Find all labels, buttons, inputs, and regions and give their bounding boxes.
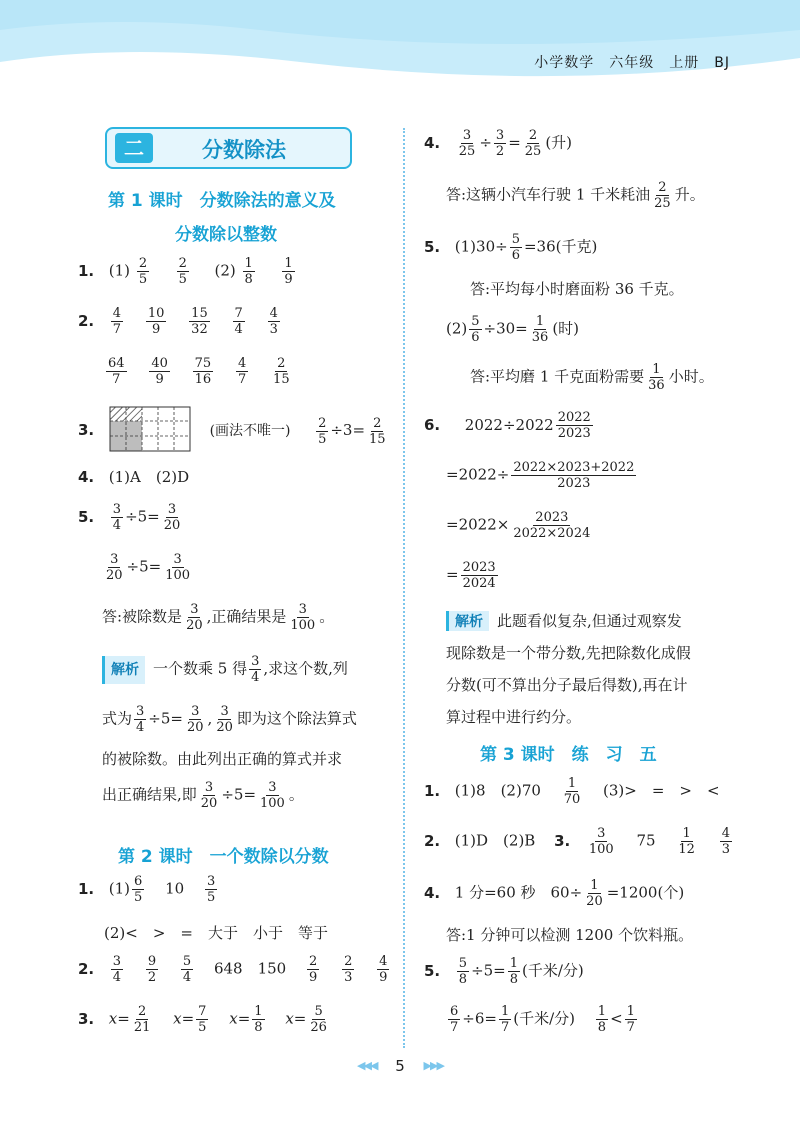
q-number: 3.: [78, 1009, 95, 1028]
fraction: $\frac{5}{4}$: [182, 954, 192, 985]
answer-text: (1)30÷: [454, 237, 508, 256]
unit-text: (千米/分): [513, 1009, 576, 1028]
l1-analysis-line1: [102, 654, 348, 685]
variable-eq: x=: [229, 1009, 251, 1028]
q-number: 4.: [78, 468, 95, 486]
r-question-5-part1: [424, 232, 597, 263]
q-number: 3.: [554, 831, 571, 850]
fraction: $\frac{3}{100}$: [290, 602, 316, 633]
fraction: $\frac{2}{15}$: [273, 356, 290, 387]
answer-text: 答:这辆小汽车行驶 1 千米耗油: [446, 185, 651, 204]
page-footer: [0, 1056, 800, 1075]
analysis-text: 此题看似复杂,但通过观察发: [497, 612, 682, 630]
variable-eq: x=: [173, 1009, 195, 1028]
fraction: $\frac{3}{4}$: [136, 704, 145, 735]
fraction: $\frac{40}{9}$: [151, 356, 168, 387]
q-number: 5.: [424, 961, 441, 980]
q-number: 4.: [424, 883, 441, 902]
l1-question-4: [78, 466, 189, 487]
r-analysis-line4: 算过程中进行约分。: [446, 708, 582, 726]
answer-text: 。: [319, 607, 335, 626]
r-question-6-line1: [424, 410, 595, 441]
right-arrows-icon: ▶▶▶: [423, 1059, 443, 1072]
fraction: $\frac{3}{100}$: [165, 552, 191, 583]
l1-analysis-line4: [102, 780, 304, 811]
diagram-note: (画法不唯一): [209, 423, 291, 439]
l3-question-2: [424, 826, 734, 857]
chapter-badge: 二: [115, 133, 153, 163]
fraction: $\frac{1}{12}$: [678, 826, 695, 857]
part-label: (2): [214, 261, 236, 280]
r-question-6-line4: [446, 560, 500, 591]
q-number: 3.: [78, 421, 95, 439]
analysis-text: ,求这个数,列: [263, 659, 348, 678]
fraction: $\frac{2}{5}$: [138, 256, 148, 287]
lesson-1-title-line2: 分数除以整数: [175, 225, 277, 245]
fraction: $\frac{3}{25}$: [458, 128, 476, 159]
l3-question-4: [424, 878, 684, 909]
column-divider: [403, 128, 405, 1048]
fraction: $\frac{3}{100}$: [588, 826, 614, 857]
operator-text: ÷5=: [471, 961, 506, 980]
l1-question-2-row2: [104, 356, 294, 387]
operator-text: =: [508, 133, 521, 152]
part-label: (1): [108, 261, 131, 280]
math-text: =2022×: [446, 515, 510, 534]
lesson-3-title: 第 3 课时 练 习 五: [480, 745, 657, 765]
fraction: $\frac{2}{21}$: [133, 1004, 151, 1035]
fraction: $\frac{2023}{2024}$: [462, 560, 496, 591]
q-number: 1.: [78, 261, 95, 280]
q-number: 5.: [78, 507, 95, 526]
fraction: $\frac{6}{5}$: [134, 874, 143, 905]
l2-question-1-part2: (2)< > = 大于 小于 等于: [104, 924, 328, 942]
r-question-4: [424, 128, 572, 159]
operator-text: ÷5=: [221, 785, 257, 804]
chapter-heading: [105, 127, 352, 169]
fraction: $\frac{3}{100}$: [260, 780, 285, 811]
math-text: =2022÷: [446, 465, 510, 484]
answer-text: 小时。: [668, 367, 714, 386]
fraction: $\frac{3}{20}$: [186, 602, 203, 633]
fraction: $\frac{5}{26}$: [310, 1004, 327, 1035]
l1-question-2-row1: [78, 306, 282, 337]
analysis-text: 一个数乘 5 得: [153, 659, 248, 678]
answer-text: 升。: [674, 185, 705, 204]
math-text: 2022÷2022: [464, 415, 554, 434]
answer-text: =1200(个): [606, 883, 685, 902]
q-number: 1.: [78, 879, 95, 898]
answer-text: 1 分=60 秒 60÷: [454, 883, 583, 902]
l1-question-3: [78, 406, 390, 456]
r-question-5-part2: [446, 314, 579, 345]
l2-question-3: [78, 1004, 331, 1035]
fraction: $\frac{7}{5}$: [198, 1004, 207, 1035]
analysis-text: 。: [288, 785, 304, 804]
answer-text: 10: [165, 879, 185, 898]
fraction: $\frac{1}{7}$: [626, 1004, 635, 1035]
lesson-2-title: 第 2 课时 一个数除以分数: [118, 847, 329, 867]
fraction: $\frac{1}{9}$: [284, 256, 293, 287]
fraction: $\frac{10}{9}$: [147, 306, 165, 337]
answer-text: =36(千克): [523, 237, 598, 256]
fraction: $\frac{3}{5}$: [206, 874, 216, 905]
fraction: $\frac{2}{9}$: [309, 954, 318, 985]
fraction: $\frac{5}{6}$: [511, 232, 520, 263]
analysis-text: 出正确结果,即: [102, 785, 197, 804]
lesson-1-title-line1: 第 1 课时 分数除法的意义及: [108, 191, 336, 211]
fraction-diagram: [109, 406, 191, 456]
answer-text: (2): [446, 319, 468, 338]
fraction: $\frac{1}{8}$: [509, 956, 519, 987]
answer-text: (3)> = > <: [603, 781, 720, 800]
fraction: $\frac{4}{3}$: [269, 306, 278, 337]
l3-question-1: [424, 776, 720, 807]
r-question-5-answer1: 答:平均每小时磨面粉 36 千克。: [470, 280, 684, 298]
part-label: (1): [108, 879, 131, 898]
answer-text: 答:被除数是: [102, 607, 183, 626]
q-number: 2.: [78, 311, 95, 330]
page-number: 5: [395, 1056, 405, 1075]
q-number: 4.: [424, 133, 441, 152]
fraction: $\frac{4}{7}$: [237, 356, 247, 387]
fraction: $\frac{75}{16}$: [194, 356, 212, 387]
r-analysis-line3: 分数(可不算出分子最后得数),再在计: [446, 676, 688, 694]
answer-text: (1)A (2)D: [108, 468, 190, 486]
fraction: $\frac{2}{5}$: [178, 256, 187, 287]
q-number: 6.: [424, 415, 441, 434]
fraction: $\frac{6}{7}$: [450, 1004, 459, 1035]
fraction: $\frac{1}{36}$: [531, 314, 549, 345]
operator-text: ÷5=: [125, 507, 160, 526]
q-number: 2.: [78, 959, 95, 978]
fraction: $\frac{2023}{2022\times 2024}$: [513, 510, 591, 541]
fraction: $\frac{2}{25}$: [654, 180, 671, 211]
fraction: $\frac{4}{3}$: [721, 826, 730, 857]
fraction: $\frac{64}{7}$: [108, 356, 125, 387]
fraction: $\frac{2022\times 2023+2022}{2023}$: [513, 460, 635, 491]
operator-text: ÷5=: [126, 557, 162, 576]
r-question-6-line2: [446, 460, 638, 491]
book-info: 小学数学 六年级 上册 BJ: [534, 55, 730, 71]
fraction: $\frac{2}{3}$: [344, 954, 353, 985]
operator-text: <: [610, 1009, 623, 1028]
analysis-text: ,: [207, 709, 213, 728]
analysis-text: 式为: [102, 709, 133, 728]
q-number: 2.: [424, 831, 441, 850]
l1-question-5-answer: [102, 602, 334, 633]
q-number: 1.: [424, 781, 441, 800]
l1-analysis-line2: [102, 704, 357, 735]
operator-text: ÷: [479, 133, 492, 152]
l2-question-2: [78, 954, 391, 985]
answer-text: 648 150: [213, 959, 287, 978]
fraction: $\frac{3}{2}$: [495, 128, 505, 159]
fraction: $\frac{1}{70}$: [563, 776, 581, 807]
variable-eq: x=: [108, 1009, 130, 1028]
fraction: $\frac{1}{7}$: [500, 1004, 510, 1035]
unit-text: (时): [552, 319, 580, 338]
fraction: $\frac{2}{15}$: [369, 415, 386, 447]
fraction: $\frac{2}{5}$: [318, 415, 327, 447]
operator-text: ÷5=: [148, 709, 183, 728]
unit-text: (千米/分): [522, 961, 584, 980]
analysis-tag: 解析: [102, 656, 145, 684]
operator-text: ÷6=: [462, 1009, 497, 1028]
fraction: $\frac{1}{8}$: [244, 256, 253, 287]
fraction: $\frac{3}{20}$: [163, 502, 181, 533]
answer-text: (1)8 (2)70: [454, 781, 541, 800]
fraction: $\frac{1}{8}$: [597, 1004, 607, 1035]
answer-text: ,正确结果是: [206, 607, 287, 626]
fraction: $\frac{3}{20}$: [186, 704, 204, 735]
r-question-5-answer2: [470, 362, 714, 393]
fraction: $\frac{1}{36}$: [648, 362, 665, 393]
unit-text: (升): [545, 133, 573, 152]
fraction: $\frac{5}{8}$: [458, 956, 468, 987]
variable-eq: x=: [285, 1009, 307, 1028]
fraction: $\frac{3}{4}$: [112, 502, 122, 533]
fraction: $\frac{4}{7}$: [112, 306, 122, 337]
q-number: 5.: [424, 237, 441, 256]
fraction: $\frac{3}{20}$: [106, 552, 123, 583]
l1-question-1: [78, 256, 297, 287]
l1-question-5a: [78, 502, 184, 533]
left-arrows-icon: ◀◀◀: [357, 1059, 377, 1072]
analysis-text: 即为这个除法算式: [236, 709, 357, 728]
answer-text: 答:平均磨 1 千克面粉需要: [470, 367, 645, 386]
fraction: $\frac{5}{6}$: [471, 314, 480, 345]
r-analysis-line1: [446, 610, 682, 631]
fraction: $\frac{2}{25}$: [524, 128, 542, 159]
answer-text: ÷30=: [483, 319, 528, 338]
answer-text: 75: [636, 831, 656, 850]
l3-question-4-answer: 答:1 分钟可以检测 1200 个饮料瓶。: [446, 926, 694, 944]
answer-text: (1)D (2)B: [454, 831, 536, 850]
fraction: $\frac{3}{20}$: [216, 704, 233, 735]
fraction: $\frac{9}{2}$: [147, 954, 157, 985]
l3-question-5a: [424, 956, 584, 987]
r-analysis-line2: 现除数是一个带分数,先把除数化成假: [446, 644, 691, 662]
fraction: $\frac{3}{4}$: [251, 654, 260, 685]
r-question-4-answer: [446, 180, 705, 211]
l3-question-5b: [446, 1004, 639, 1035]
fraction: $\frac{15}{32}$: [191, 306, 208, 337]
fraction: $\frac{1}{20}$: [586, 878, 603, 909]
l2-question-1: [78, 874, 219, 905]
chapter-title: 分数除法: [202, 138, 286, 162]
l1-analysis-line3: 的被除数。由此列出正确的算式并求: [102, 750, 343, 768]
fraction: $\frac{4}{9}$: [379, 954, 388, 985]
math-text: =: [446, 565, 459, 584]
operator-text: ÷3=: [330, 421, 366, 439]
analysis-tag: 解析: [446, 611, 489, 631]
fraction: $\frac{3}{20}$: [200, 780, 218, 811]
fraction: $\frac{2022}{2023}$: [557, 410, 591, 441]
fraction: $\frac{7}{4}$: [234, 306, 243, 337]
r-question-6-line3: [446, 510, 594, 541]
l1-question-5b: [102, 552, 194, 583]
fraction: $\frac{1}{8}$: [254, 1004, 263, 1035]
fraction: $\frac{3}{4}$: [112, 954, 122, 985]
